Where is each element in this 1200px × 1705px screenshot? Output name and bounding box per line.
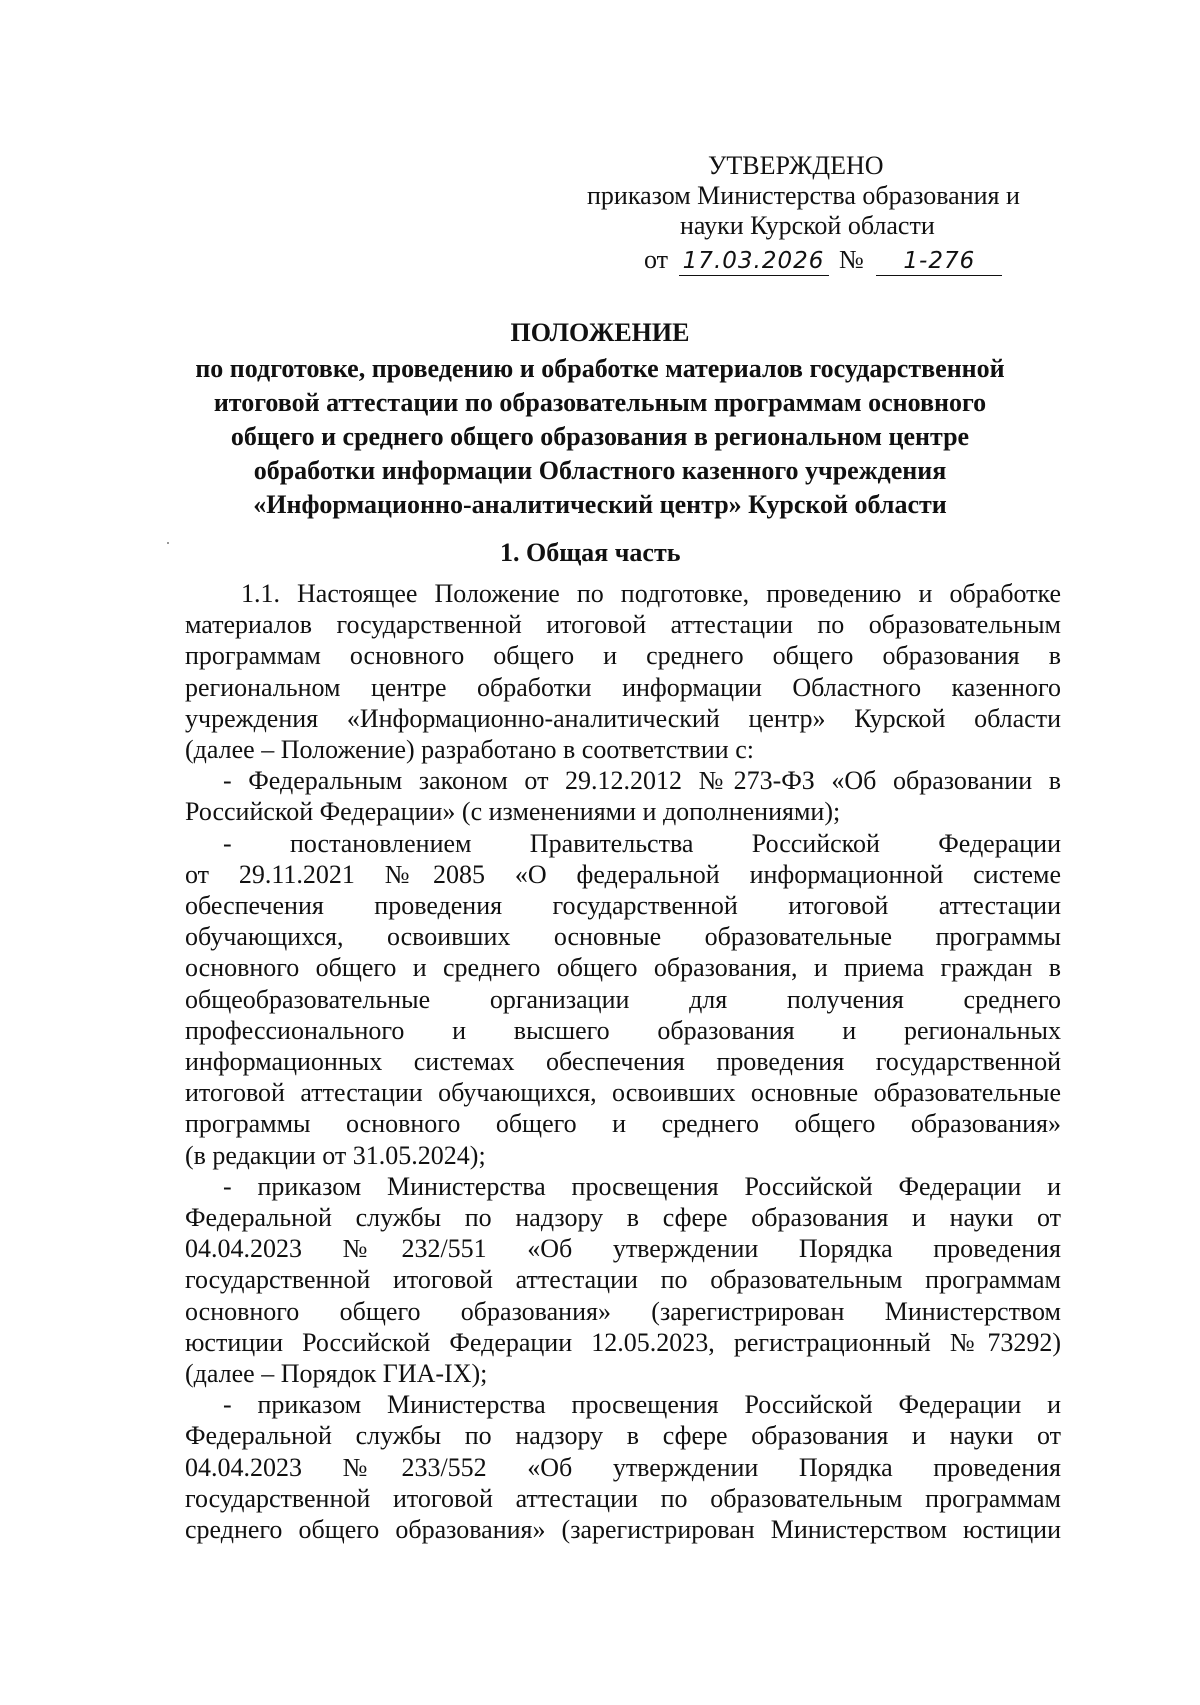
subtitle-line: по подготовке, проведению и обработке материалов государственной [195,354,1005,383]
paragraph-line: - приказом Министерства просвещения Российской Федерации и [223,1390,1061,1420]
paragraph-line: - приказом Министерства просвещения Российской Федерации и [223,1171,1061,1201]
paragraph-line: среднего общего образования» (зарегистрирован Министерством юстиции [185,1515,1061,1545]
paragraph-line: (далее – Порядок ГИА-IX); [185,1359,488,1389]
paragraph-line: от 29.11.2021 №2085 «О федеральной информационной системе [185,859,1061,889]
paragraph-line: информационных системах обеспечения проведения государственной [185,1047,1061,1077]
approval-line-1: приказом Министерства образования и [587,181,1020,210]
handwritten-number: 1-276 [876,247,1002,276]
handwritten-date: 17.03.2026 [679,247,829,276]
paragraph-line: учреждения «Информационно-аналитический центр» Курской области [185,703,1061,733]
paragraph-line: основного общего образования» (зарегистрирован Министерством [185,1296,1061,1326]
paragraph-line: 04.04.2023 №233/552 «Об утверждении Порядка проведения [185,1452,1061,1482]
paragraph-line: программы основного общего и среднего общего образования» [185,1109,1061,1139]
paragraph-line: юстиции Российской Федерации 12.05.2023, регистрационный №73292) [185,1327,1061,1357]
paragraph-line: общеобразовательные организации для получения среднего [185,984,1061,1014]
subtitle-line: «Информационно-аналитический центр» Курской области [253,490,947,519]
approval-line-2: науки Курской области [680,211,935,240]
paragraph-line: государственной итоговой аттестации по образовательным программам [185,1265,1061,1295]
document-title: ПОЛОЖЕНИЕ [510,318,690,347]
paragraph-line: основного общего и среднего общего образования, и приема граждан в [185,953,1061,983]
paragraph-line: материалов государственной итоговой аттестации по образовательным [185,610,1061,640]
paragraph-line: региональном центре обработки информации Областного казенного [185,672,1061,702]
document-subtitle [150,352,1050,522]
paragraph-line: Российской Федерации» (с изменениями и дополнениями); [185,797,841,827]
paragraph-line: государственной итоговой аттестации по образовательным программам [185,1483,1061,1513]
paragraph-line: 04.04.2023 №232/551 «Об утверждении Порядка проведения [185,1234,1061,1264]
paragraph-line: обучающихся, освоивших основные образовательные программы [185,922,1061,952]
paragraph-line: Федеральной службы по надзору в сфере образования и науки от [185,1421,1061,1451]
date-prefix: от [644,245,669,274]
paragraph-line: - постановлением Правительства Российской Федерации [223,828,1061,858]
subtitle-line: обработки информации Областного казенного учреждения [253,456,947,485]
number-prefix: № [839,245,864,274]
paragraph-line: профессионального и высшего образования и региональных [185,1015,1061,1045]
paragraph-line: программам основного общего и среднего общего образования в [185,641,1061,671]
subtitle-line: общего и среднего общего образования в региональном центре [230,422,970,451]
scan-speck [167,542,169,544]
paragraph-line: - Федеральным законом от 29.12.2012 №273-ФЗ «Об образовании в [223,766,1061,796]
body-text [185,578,1061,1545]
paragraph-line: (в редакции от 31.05.2024); [185,1140,486,1170]
paragraph-line: обеспечения проведения государственной итоговой аттестации [185,891,1061,921]
paragraph-line: Федеральной службы по надзору в сфере образования и науки от [185,1203,1061,1233]
paragraph-line: 1.1. Настоящее Положение по подготовке, проведению и обработке [241,579,1061,608]
approval-date-number [644,242,1002,278]
paragraph-line: итоговой аттестации обучающихся, освоивших основные образовательные [185,1078,1061,1108]
subtitle-line: итоговой аттестации по образовательным программам основного [213,388,987,417]
paragraph-line: (далее – Положение) разработано в соответствии с: [185,735,754,765]
section-heading: 1. Общая часть [500,538,681,567]
approval-title: УТВЕРЖДЕНО [708,151,884,180]
